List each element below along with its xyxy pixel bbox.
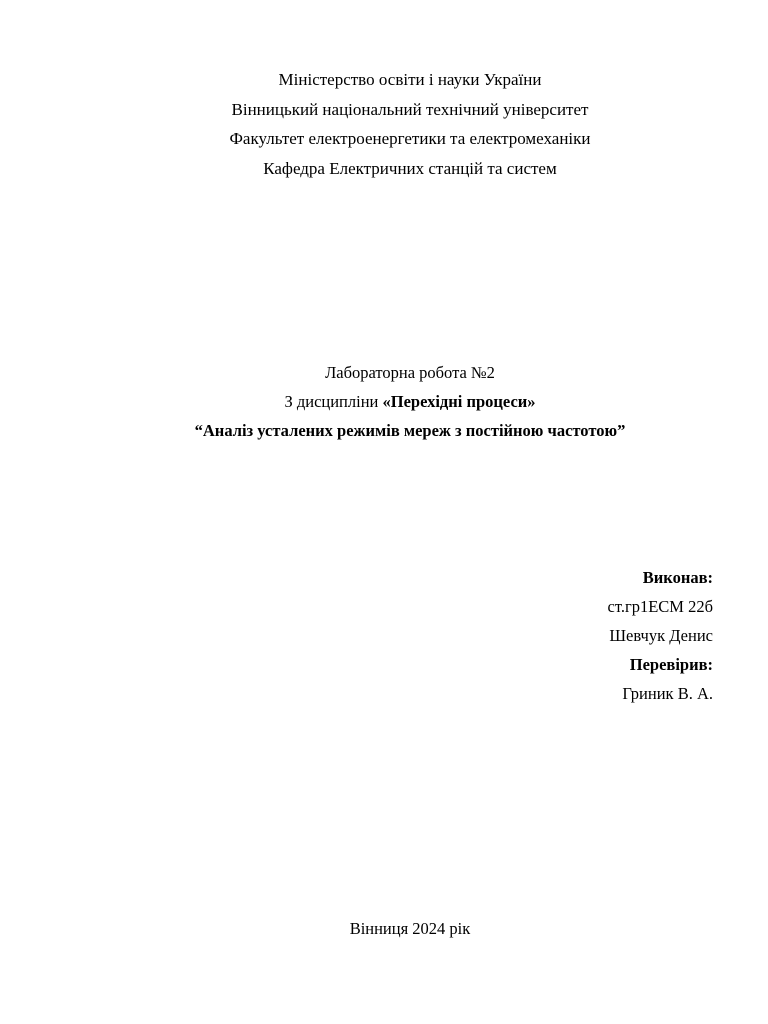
student-name: Шевчук Денис: [609, 626, 713, 645]
document-title-block: [26, 362, 768, 449]
discipline-line: [26, 391, 768, 420]
lab-work-title: Лабораторна робота №2: [325, 363, 495, 382]
checked-by-label: Перевірив:: [629, 655, 713, 674]
department-name: Кафедра Електричних станцій та систем: [263, 158, 557, 178]
document-header: [26, 68, 768, 186]
performed-by-label: Виконав:: [642, 568, 713, 587]
student-group: ст.гр1ЕСМ 22б: [607, 597, 713, 616]
teacher-name: Гриник В. А.: [622, 684, 713, 703]
ministry-name: Міністерство освіти і науки України: [278, 70, 542, 89]
city-year-footer: Вінниця 2024 рік: [349, 919, 471, 938]
discipline-name: «Перехідні процеси»: [382, 392, 536, 411]
signature-block: [608, 567, 713, 712]
lab-topic: “Аналіз усталених режимів мереж з постійною частотою”: [194, 421, 626, 440]
university-name: Вінницький національний технічний університет: [231, 99, 589, 119]
faculty-name: Факультет електроенергетики та електромеханіки: [229, 129, 591, 148]
discipline-prefix: З дисципліни: [284, 392, 383, 411]
